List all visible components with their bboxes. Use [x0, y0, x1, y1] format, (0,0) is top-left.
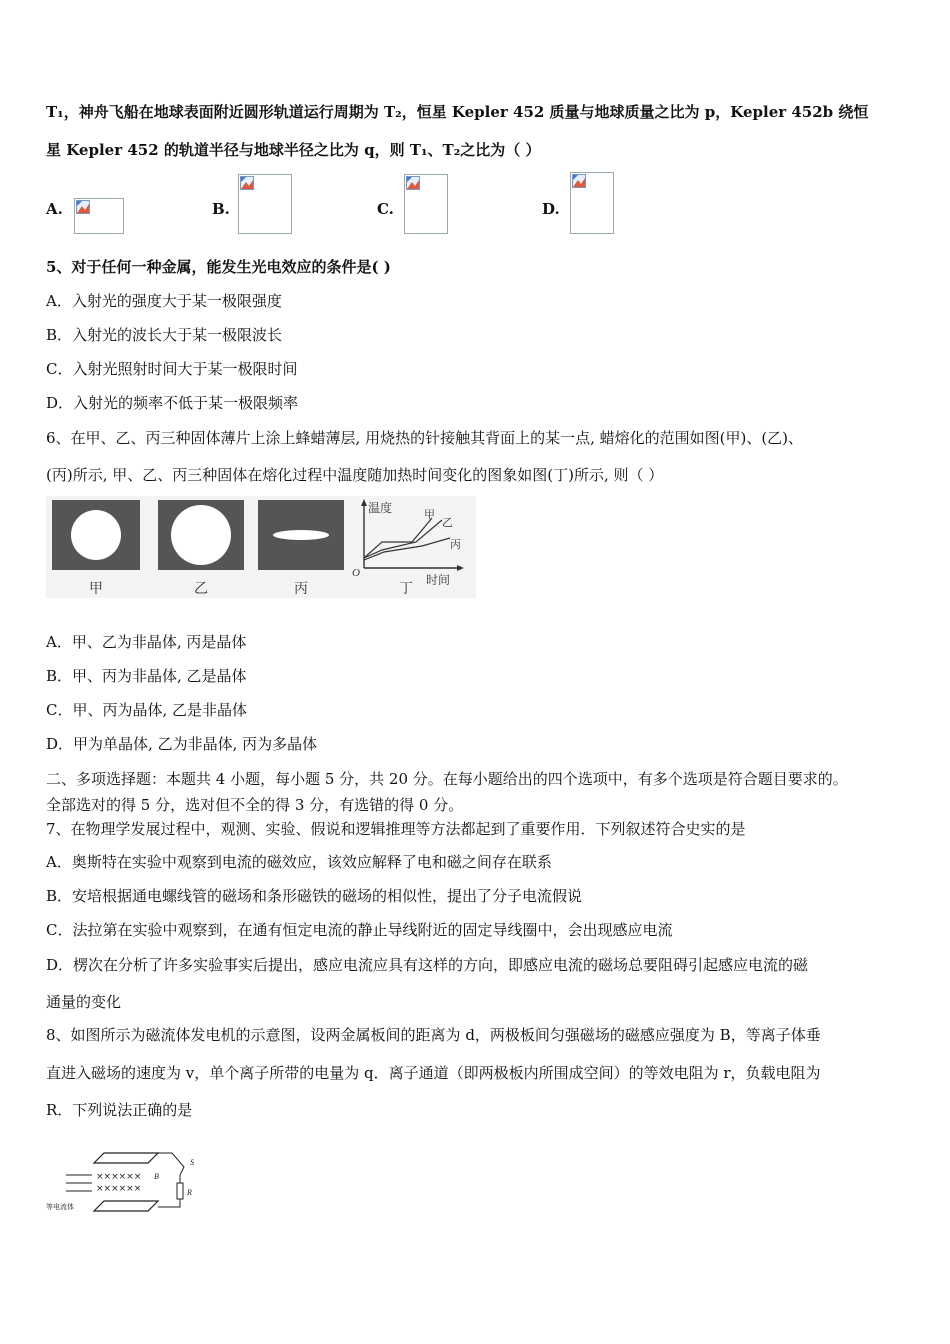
melt-circle-jia — [71, 510, 121, 560]
q4-option-a-formula-image — [74, 198, 124, 234]
broken-image-icon — [240, 176, 254, 190]
q6-option-d[interactable]: D．甲为单晶体, 乙为非晶体, 丙为多晶体 — [46, 735, 318, 753]
melt-ellipse-bing — [273, 530, 329, 540]
top-plate — [94, 1153, 158, 1163]
wire-top — [158, 1153, 184, 1175]
q8-line2: 直进入磁场的速度为 v，单个离子所带的电量为 q．离子通道（即两极板内所围成空间）的等效电阻为 r，负载电阻为 — [46, 1064, 821, 1082]
q4-line1: T₁，神舟飞船在地球表面附近圆形轨道运行周期为 T₂，恒星 Kepler 452 质量与地球质量之比为 p，Kepler 452b 绕恒 — [46, 103, 869, 121]
q8-mhd-generator-figure — [46, 1145, 206, 1225]
fluid-label: 等电流体 — [46, 1203, 74, 1211]
q7-option-b[interactable]: B．安培根据通电螺线管的磁场和条形磁铁的磁场的相似性，提出了分子电流假说 — [46, 887, 583, 905]
graph-y-arrow — [361, 499, 367, 506]
q7-option-d[interactable]: D．楞次在分析了许多实验事实后提出，感应电流应具有这样的方向，即感应电流的磁场总要阻碍引起感应电流的磁 — [46, 956, 809, 974]
q4-options — [46, 170, 746, 234]
curve-label-yi: 乙 — [442, 517, 453, 529]
q6-wax-melting-figure — [46, 496, 476, 598]
label-yi: 乙 — [194, 580, 208, 596]
section2-heading-line2: 全部选对的得 5 分，选对但不全的得 3 分，有选错的得 0 分。 — [46, 796, 464, 814]
q7-option-d-continued: 通量的变化 — [46, 993, 122, 1011]
q4-option-c-formula-image — [404, 174, 448, 234]
field-crosses-row2: ×××××× — [96, 1184, 142, 1194]
broken-image-icon — [76, 200, 90, 214]
curve-bing — [364, 538, 450, 560]
melt-circle-yi — [171, 505, 231, 565]
label-bing: 丙 — [294, 580, 308, 596]
q5-option-d[interactable]: D．入射光的频率不低于某一极限频率 — [46, 394, 299, 412]
section2-heading-line1: 二、多项选择题：本题共 4 小题，每小题 5 分，共 20 分。在每小题给出的四个选项中，有多个选项是符合题目要求的。 — [46, 770, 848, 788]
q8-line3: R．下列说法正确的是 — [46, 1101, 193, 1119]
label-ding: 丁 — [399, 580, 413, 596]
q8-figure-svg — [46, 1145, 206, 1225]
q4-option-d-formula-image — [570, 172, 614, 234]
q4-option-a-label[interactable]: A. — [46, 200, 63, 218]
curve-jia — [364, 518, 432, 558]
q4-option-d-label[interactable]: D. — [542, 200, 560, 218]
broken-image-icon — [572, 174, 586, 188]
q7-option-c[interactable]: C．法拉第在实验中观察到，在通有恒定电流的静止导线附近的固定导线圈中，会出现感应电流 — [46, 921, 673, 939]
q6-option-b[interactable]: B．甲、丙为非晶体, 乙是晶体 — [46, 667, 247, 685]
resistor-label: R — [187, 1188, 192, 1197]
graph-x-label: 时间 — [426, 573, 451, 587]
curve-label-bing: 丙 — [450, 539, 461, 551]
q6-figure-svg — [46, 496, 476, 598]
field-label: B — [154, 1172, 159, 1181]
switch-label: S — [190, 1158, 194, 1167]
q8-line1: 8、如图所示为磁流体发电机的示意图，设两金属板间的距离为 d，两极板间匀强磁场的磁感应强度为 B，等离子体垂 — [46, 1026, 821, 1044]
q4-option-b-formula-image — [238, 174, 292, 234]
q7-stem: 7、在物理学发展过程中，观测、实验、假说和逻辑推理等方法都起到了重要作用．下列叙述符合史实的是 — [46, 820, 746, 838]
bottom-plate — [94, 1201, 158, 1211]
curve-yi — [364, 520, 442, 558]
q4-option-b-label[interactable]: B. — [212, 200, 230, 218]
q4-line2: 星 Kepler 452 的轨道半径与地球半径之比为 q，则 T₁、T₂之比为（ ） — [46, 141, 541, 159]
q5-option-b[interactable]: B．入射光的波长大于某一极限波长 — [46, 326, 283, 344]
q5-option-a[interactable]: A．入射光的强度大于某一极限强度 — [46, 292, 282, 310]
q6-option-c[interactable]: C．甲、丙为晶体, 乙是非晶体 — [46, 701, 248, 719]
broken-image-icon — [406, 176, 420, 190]
q5-option-c[interactable]: C．入射光照射时间大于某一极限时间 — [46, 360, 298, 378]
graph-x-arrow — [457, 565, 464, 571]
field-crosses-row1: ×××××× — [96, 1172, 142, 1182]
label-jia: 甲 — [89, 580, 103, 596]
q5-stem: 5、对于任何一种金属，能发生光电效应的条件是( ) — [46, 258, 391, 276]
q6-line2: (丙)所示, 甲、乙、丙三种固体在熔化过程中温度随加热时间变化的图象如图(丁)所示, 则（ ） — [46, 466, 664, 484]
graph-y-label: 温度 — [368, 501, 393, 515]
curve-label-jia: 甲 — [424, 509, 435, 521]
q7-option-a[interactable]: A．奥斯特在实验中观察到电流的磁效应，该效应解释了电和磁之间存在联系 — [46, 853, 552, 871]
load-resistor — [177, 1183, 183, 1199]
q4-option-c-label[interactable]: C. — [377, 200, 394, 218]
graph-origin: O — [352, 567, 360, 579]
q6-option-a[interactable]: A．甲、乙为非晶体, 丙是晶体 — [46, 633, 247, 651]
q6-line1: 6、在甲、乙、丙三种固体薄片上涂上蜂蜡薄层, 用烧热的针接触其背面上的某一点, 蜡熔化的范围如图(甲)、(乙)、 — [46, 429, 804, 447]
